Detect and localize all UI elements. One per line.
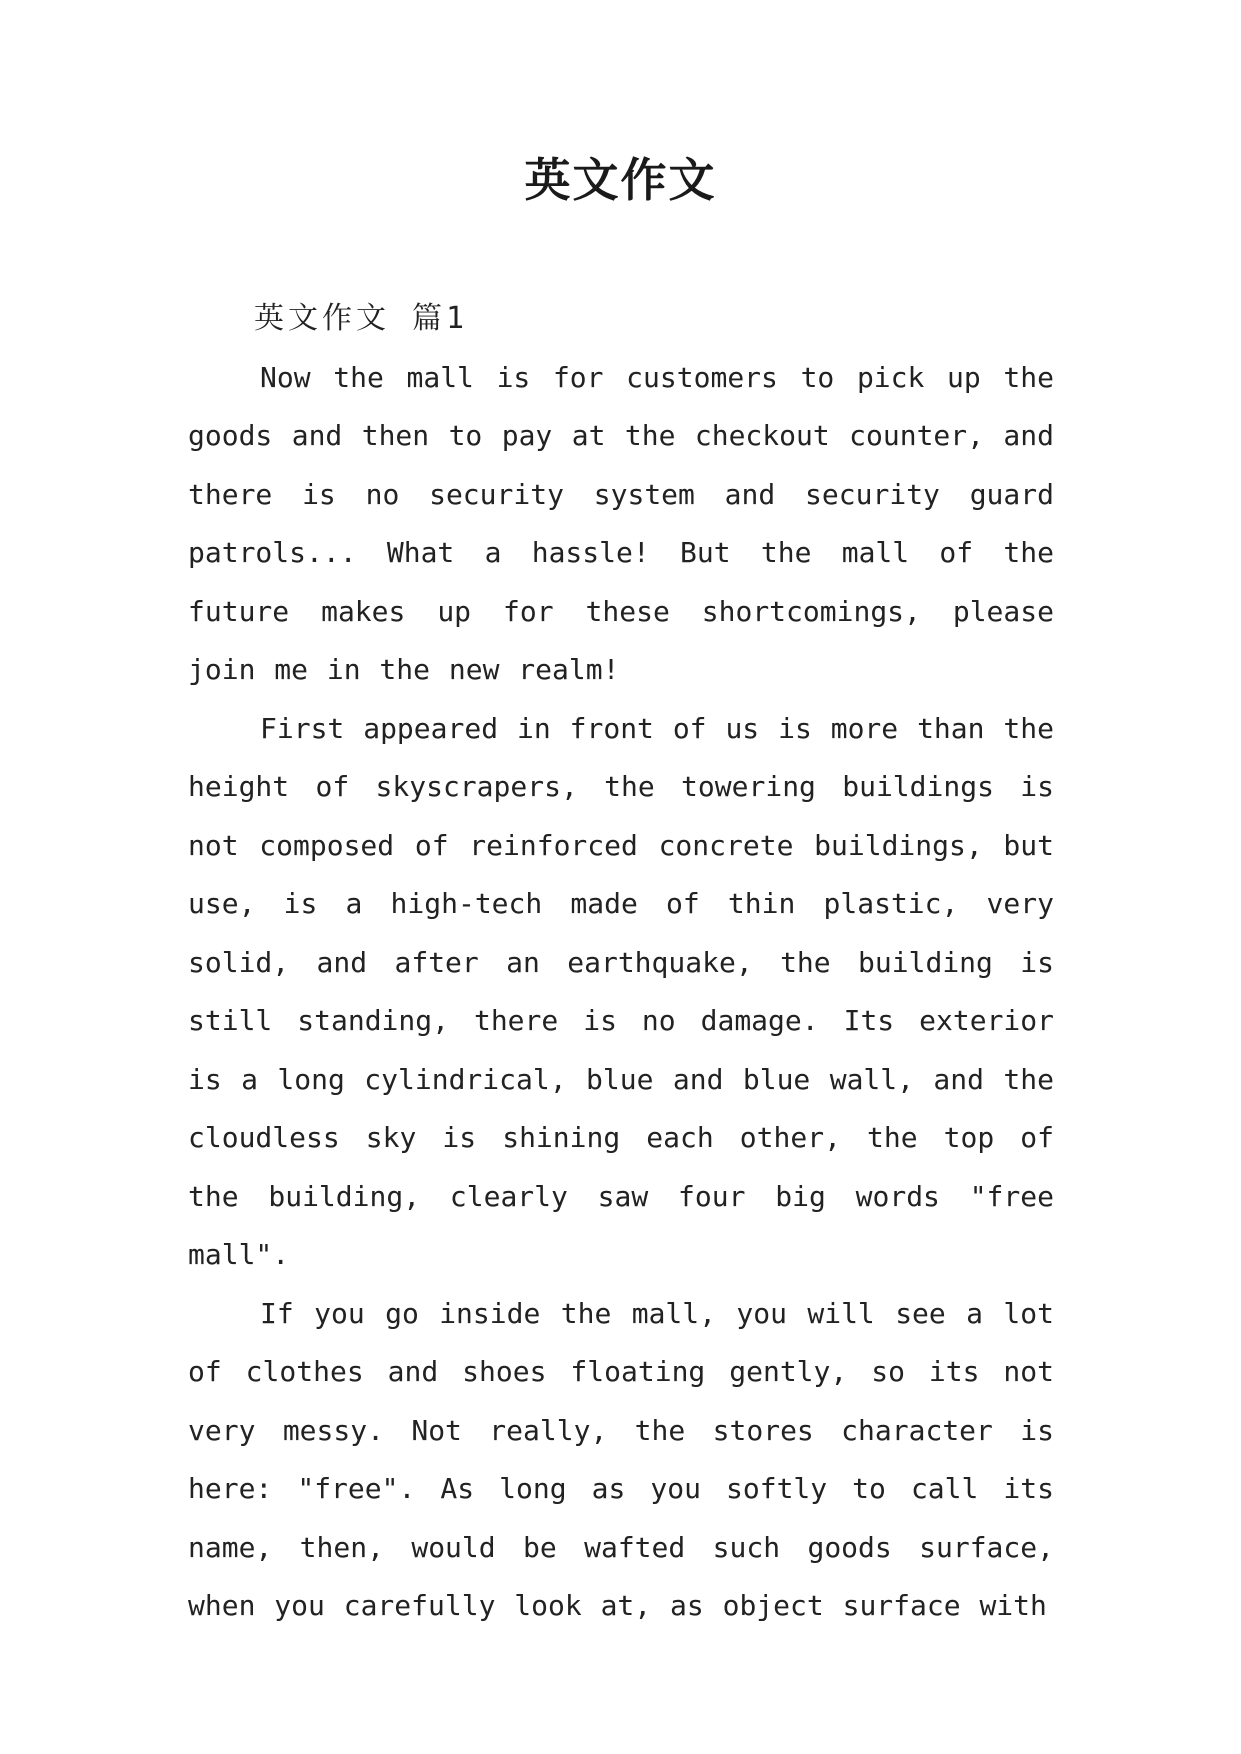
paragraph-3: If you go inside the mall, you will see a lot of clothes and shoes floating gently, so its not very messy. Not really, the stores character is here: "free". As long as you softly to call its name, then, would be wafted such goods surface, when you carefully look at, as object surface with bbox=[188, 1296, 1054, 1622]
paragraph-2: First appeared in front of us is more than the height of skyscrapers, the towering buildings is not composed of reinforced concrete buildings, but use, is a high-tech made of thin plastic, very solid, and after an earthquake, the building is still standing, there is no damage. Its exterior is a long cylindrical, blue and blue wall, and the cloudless sky is shining each other, the top of the building, clearly saw four big words "free mall". bbox=[188, 711, 1054, 1271]
document-title: 英文作文 bbox=[524, 153, 717, 207]
paragraph-1: Now the mall is for customers to pick up the goods and then to pay at the checkout counter, and there is no security system and security guard patrols... What a hassle! But the mall of the future makes up for these shortcomings, please join me in the new realm! bbox=[188, 360, 1054, 686]
document-body bbox=[188, 290, 1054, 1636]
section-heading: 英文作文 篇1 bbox=[254, 301, 469, 336]
